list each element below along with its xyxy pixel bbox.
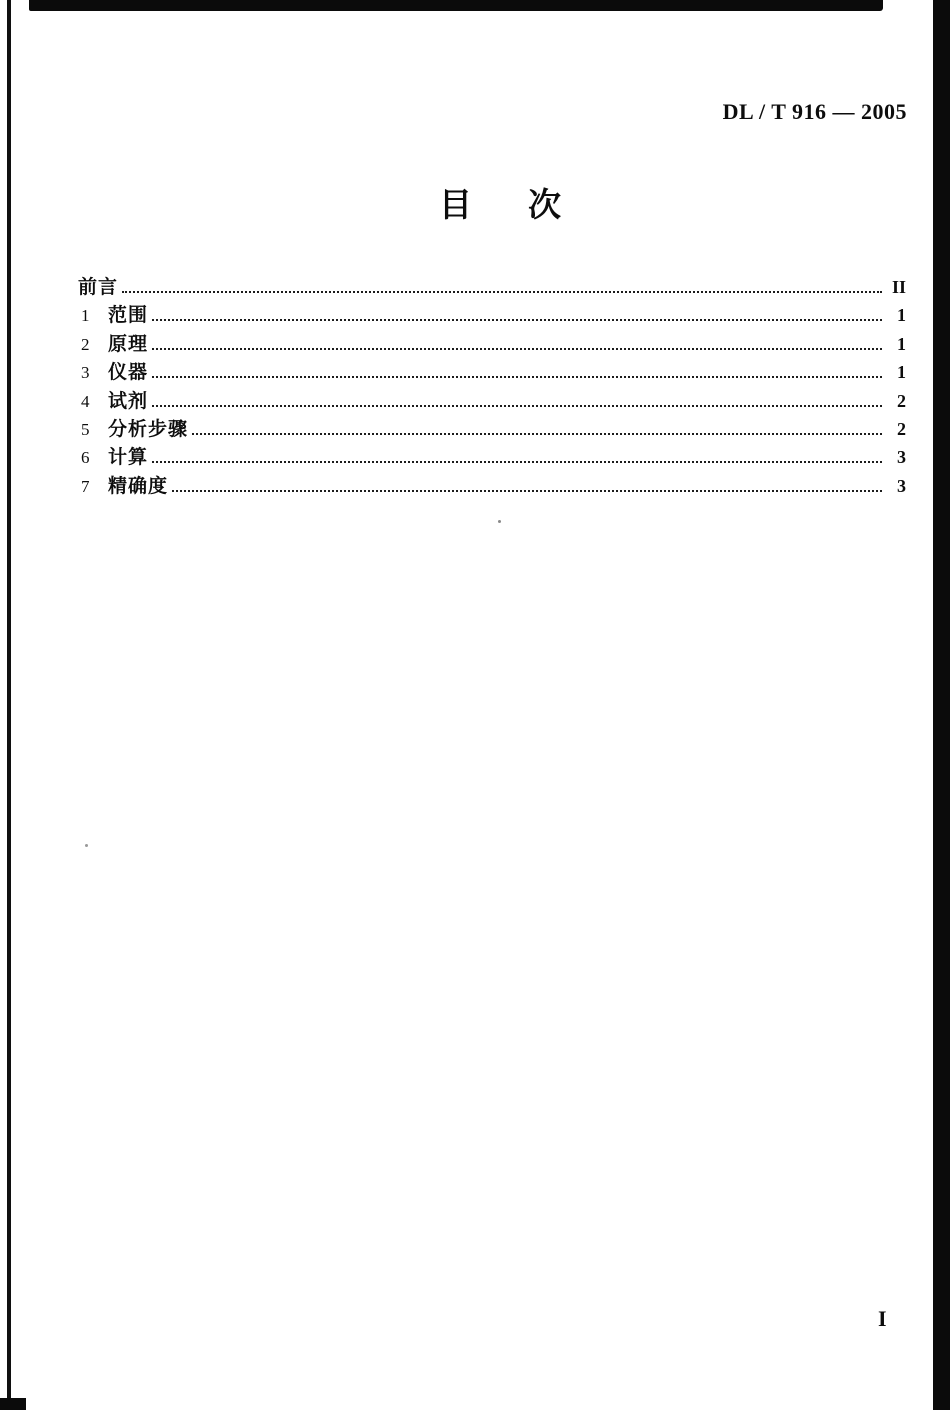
toc-entry-number: 1 bbox=[81, 306, 90, 326]
toc-entry bbox=[78, 329, 906, 357]
toc-entry bbox=[78, 272, 906, 300]
toc-entry-page: 3 bbox=[897, 475, 906, 496]
toc-leader-dots bbox=[122, 291, 882, 293]
toc-entry-label: 仪器 bbox=[108, 361, 149, 384]
toc-entry-page: 1 bbox=[897, 333, 906, 354]
table-of-contents bbox=[78, 272, 906, 499]
toc-entry-label: 前言 bbox=[78, 276, 119, 298]
toc-leader-dots bbox=[152, 405, 882, 407]
toc-entry bbox=[78, 386, 906, 414]
toc-entry-page: 1 bbox=[897, 362, 906, 383]
toc-entry-number: 7 bbox=[81, 476, 90, 496]
page-title-char: 次 bbox=[528, 185, 561, 224]
toc-entry-label: 原理 bbox=[108, 332, 149, 355]
toc-entry-page: 2 bbox=[897, 418, 906, 439]
toc-entry-number: 4 bbox=[81, 391, 90, 411]
toc-entry-number: 6 bbox=[81, 448, 90, 468]
scan-edge-top bbox=[29, 0, 883, 11]
toc-entry bbox=[78, 471, 906, 499]
toc-entry-page: II bbox=[891, 277, 906, 297]
toc-leader-dots bbox=[152, 319, 882, 321]
toc-entry-number: 5 bbox=[81, 419, 90, 439]
page-title bbox=[0, 187, 950, 223]
toc-leader-dots bbox=[152, 461, 882, 463]
toc-leader-dots bbox=[152, 376, 882, 378]
toc-entry-label: 精确度 bbox=[108, 474, 169, 497]
toc-entry-label: 试剂 bbox=[108, 389, 149, 412]
toc-leader-dots bbox=[152, 348, 882, 350]
standard-code-header: DL / T 916 — 2005 bbox=[722, 99, 907, 124]
toc-entry-label: 计算 bbox=[108, 446, 149, 469]
toc-entry-label: 范围 bbox=[108, 304, 149, 327]
toc-entry bbox=[78, 442, 906, 470]
scan-speck bbox=[85, 844, 88, 847]
toc-entry-label: 分析步骤 bbox=[108, 417, 189, 440]
toc-entry bbox=[78, 300, 906, 328]
toc-entry-page: 3 bbox=[897, 447, 906, 468]
toc-entry-page: 2 bbox=[897, 390, 906, 411]
toc-entry-number: 3 bbox=[81, 363, 90, 383]
toc-leader-dots bbox=[192, 433, 882, 435]
page-title-char: 目 bbox=[439, 185, 472, 224]
toc-entry bbox=[78, 414, 906, 442]
scan-speck bbox=[498, 520, 501, 523]
page-number: I bbox=[878, 1306, 887, 1331]
scan-corner-bottom-left bbox=[0, 1398, 26, 1410]
toc-entry-page: 1 bbox=[897, 305, 906, 326]
toc-leader-dots bbox=[172, 490, 882, 492]
toc-entry-number: 2 bbox=[81, 334, 90, 354]
toc-entry bbox=[78, 357, 906, 385]
